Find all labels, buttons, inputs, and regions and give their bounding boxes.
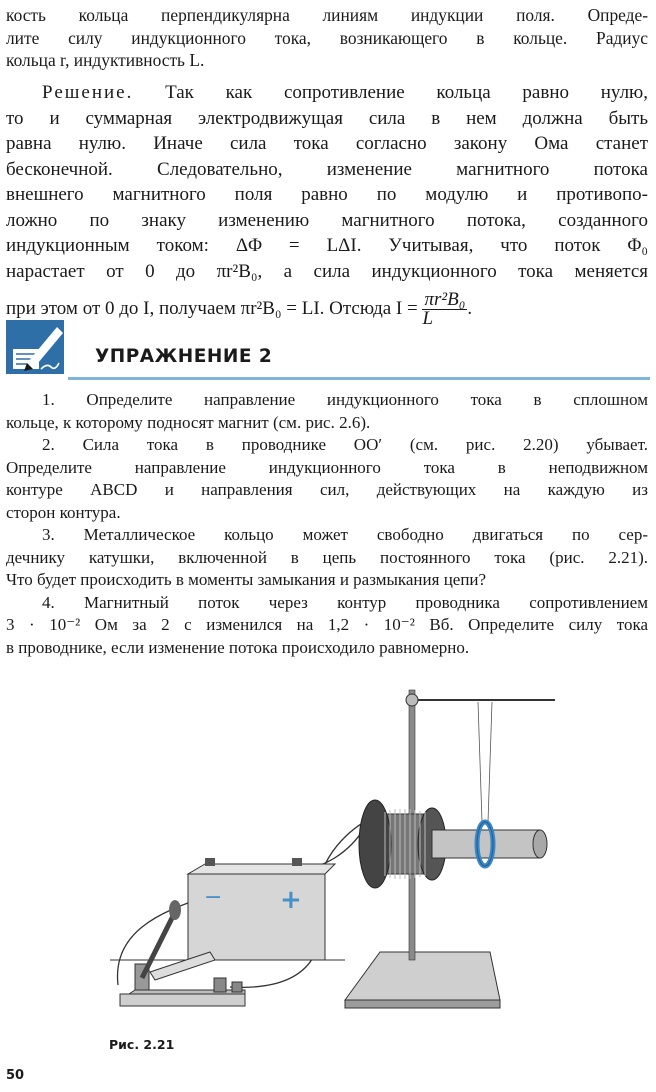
text-line: при этом от 0 до I, получаем πr²B₀ = LI. Отсюда I = $\frac{\text{πr²B₀}}{L}$ . [6, 289, 473, 330]
exercise-item-1 [6, 389, 648, 434]
figure-caption: Рис. 2.21 [109, 1037, 175, 1052]
exercise-title: УПРАЖНЕНИЕ 2 [95, 346, 273, 367]
text-line: бесконечной. Следовательно, изменение магнитного потока [6, 158, 648, 180]
text-line: 3. Металлическое кольцо может свободно двигаться по сер- [42, 525, 648, 544]
text-line: индукционным током: ΔΦ = LΔI. Учитывая, что поток Φ₀ [6, 235, 648, 256]
text-line: Определите направление индукционного тока в неподвижном [6, 457, 648, 477]
page-number: 50 [6, 1068, 25, 1083]
figure-coil-ring-apparatus [0, 682, 656, 1032]
text-line: сторон контура. [6, 502, 121, 522]
exercise-pencil-icon [5, 319, 65, 375]
text-line: Что будет происходить в моменты замыкания и размыкания цепи? [6, 570, 487, 589]
text-line: лите силу индукционного тока, возникающего в кольце. Радиус [6, 27, 648, 48]
text-line: в проводнике, если изменение потока происходило равномерно. [6, 637, 470, 657]
text-line: нарастает от 0 до πr²B₀, а сила индукционного тока меняется [6, 260, 648, 282]
text-line: кольце, к которому подносят магнит (см. рис. 2.6). [6, 412, 371, 432]
wire [300, 827, 365, 867]
exercise-item-4 [6, 592, 648, 660]
coil [359, 800, 547, 888]
exercise-item-3 [6, 524, 648, 592]
text-line: 1. Определите направление индукционного тока в сплошном [42, 390, 648, 409]
text-line: равна нулю. Иначе сила тока согласно закону Ома станет [6, 133, 648, 154]
problem-tail [6, 4, 648, 72]
text-line: кость кольца перпендикулярна линиям индукции поля. Опреде- [6, 5, 648, 25]
text-line: 3 · 10⁻² Ом за 2 с изменился на 1,2 · 10⁻² Вб. Определите силу тока [6, 615, 648, 634]
text-line: то и суммарная электродвижущая сила в нем должна быть [6, 107, 648, 129]
plus-sign: + [280, 885, 302, 915]
exercise-list [6, 389, 648, 659]
text-line: 2. Сила тока в проводнике OO′ (см. рис. 2.20) убывает. [42, 435, 648, 454]
formula-fraction: $\frac{\text{πr²B₀}}{L}$ [422, 289, 466, 330]
text-line: Решение. Так как сопротивление кольца равно нулю, [42, 82, 648, 103]
text-line: контуре ABCD и направления сил, действующих на каждую из [6, 480, 648, 499]
text-line: дечнику катушки, включенной в цепь постоянного тока (рис. 2.21). [6, 547, 648, 567]
text-line: 4. Магнитный поток через контур проводника сопротивлением [42, 592, 648, 612]
text-line: кольца r, индуктивность L. [6, 50, 205, 70]
exercise-divider [68, 377, 650, 380]
solution-paragraph [6, 80, 648, 330]
exercise-item-2 [6, 434, 648, 524]
solution-label: Решение. [42, 82, 134, 103]
battery [188, 858, 335, 960]
text-line: внешнего магнитного поля равно по модулю и противопо- [6, 184, 648, 205]
text-line: ложно по знаку изменению магнитного потока, созданного [6, 209, 648, 231]
minus-sign: − [204, 885, 223, 910]
